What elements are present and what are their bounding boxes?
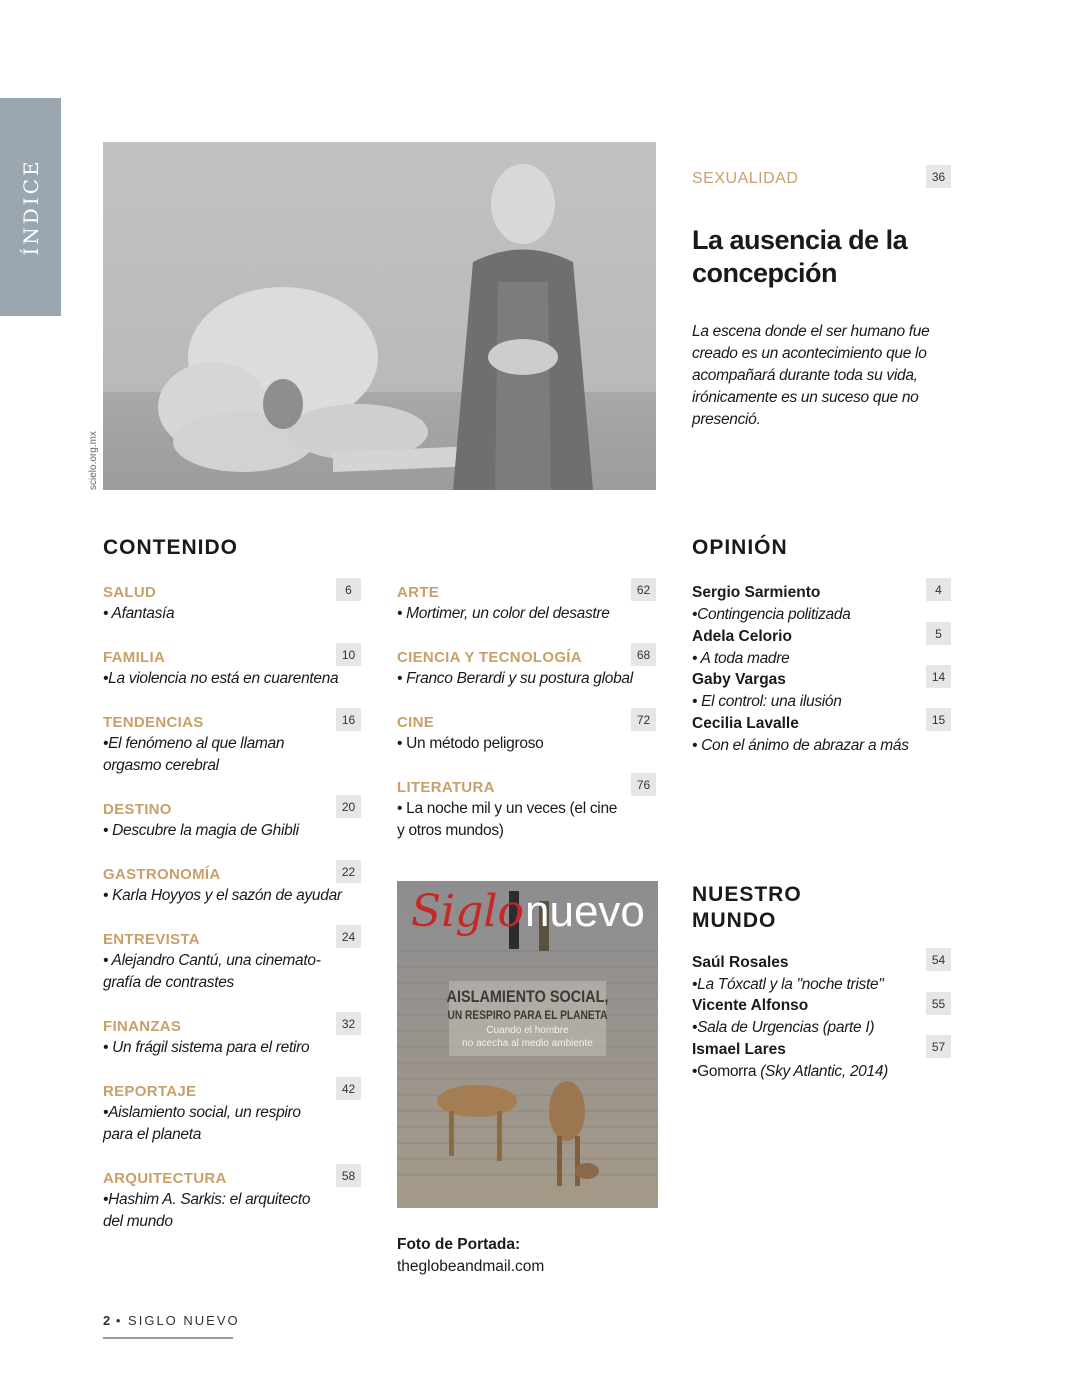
- toc-title: •La violencia no está en cuarentena: [103, 670, 339, 687]
- index-side-tab: [0, 98, 61, 316]
- toc-entry-entrevista[interactable]: [103, 931, 328, 994]
- toc-category: REPORTAJE: [103, 1083, 197, 1100]
- toc-category: CIENCIA Y TECNOLOGÍA: [397, 649, 582, 666]
- page-badge: 16: [336, 708, 361, 731]
- toc-entry-tendencias[interactable]: [103, 714, 303, 777]
- nuestro-mundo-title-italic: (Sky Atlantic, 2014): [760, 1063, 889, 1080]
- nuestro-mundo-heading: [692, 882, 802, 934]
- footer-page-number: 2: [103, 1313, 111, 1328]
- cover-logo-nuevo: nuevo: [525, 887, 645, 936]
- toc-category: FINANZAS: [103, 1018, 182, 1035]
- toc-title: • La noche mil y un veces (el cine y otros mundos): [397, 800, 618, 839]
- cover-caption-title: Foto de Portada:: [397, 1236, 521, 1253]
- page-badge: 15: [926, 708, 951, 731]
- nuestro-mundo-heading-line2: MUNDO: [692, 909, 777, 932]
- toc-category: ENTREVISTA: [103, 931, 200, 948]
- footer-rule: [103, 1337, 233, 1339]
- nuestro-mundo-title: [692, 1061, 912, 1083]
- toc-category: DESTINO: [103, 801, 172, 818]
- toc-title: • Descubre la magia de Ghibli: [103, 822, 299, 839]
- opinion-author: Sergio Sarmiento: [692, 584, 821, 601]
- cover-deck-line1: Cuando el hombre: [486, 1025, 569, 1036]
- footer-publication: SIGLO NUEVO: [128, 1313, 240, 1328]
- page-badge: 20: [336, 795, 361, 818]
- opinion-author: Adela Celorio: [692, 628, 792, 645]
- nuestro-mundo-entry[interactable]: [692, 995, 932, 1039]
- side-tab-label: ÍNDICE: [18, 158, 43, 256]
- toc-entry-reportaje[interactable]: [103, 1083, 333, 1146]
- feature-category: SEXUALIDAD: [692, 170, 799, 187]
- toc-category: LITERATURA: [397, 779, 495, 796]
- page-badge: 14: [926, 665, 951, 688]
- toc-category: GASTRONOMÍA: [103, 866, 221, 883]
- page-badge: 24: [336, 925, 361, 948]
- feature-image: [103, 142, 656, 490]
- toc-category: CINE: [397, 714, 435, 731]
- toc-title: • Franco Berardi y su postura global: [397, 670, 633, 687]
- page-footer: [103, 1313, 240, 1328]
- feature-title[interactable]: La ausencia de la concepción: [692, 225, 908, 288]
- toc-category: TENDENCIAS: [103, 714, 204, 731]
- nuestro-mundo-title: •La Tóxcatl y la "noche triste": [692, 976, 884, 993]
- page-badge: 54: [926, 948, 951, 971]
- toc-entry-cine[interactable]: [397, 714, 637, 755]
- cover-image[interactable]: [397, 881, 658, 1208]
- nuestro-mundo-author: Ismael Lares: [692, 1041, 786, 1058]
- page-badge: 62: [631, 578, 656, 601]
- opinion-entry[interactable]: [692, 713, 932, 757]
- photo-credit: scielo.org.mx: [88, 431, 99, 490]
- opinion-entry[interactable]: [692, 626, 932, 670]
- page-badge: 58: [336, 1164, 361, 1187]
- feature-page-badge: 36: [926, 165, 951, 188]
- feature-artwork: [103, 142, 656, 490]
- page-badge: 76: [631, 773, 656, 796]
- toc-entry-gastronomia[interactable]: [103, 866, 343, 907]
- toc-entry-destino[interactable]: [103, 801, 343, 842]
- page-badge: 42: [336, 1077, 361, 1100]
- page-badge: 5: [926, 622, 951, 645]
- footer-separator: •: [115, 1313, 123, 1328]
- toc-title: • Mortimer, un color del desastre: [397, 605, 610, 622]
- nuestro-mundo-entry[interactable]: [692, 1039, 912, 1083]
- contenido-heading: CONTENIDO: [103, 536, 238, 559]
- toc-entry-arquitectura[interactable]: [103, 1170, 333, 1233]
- opinion-entry[interactable]: [692, 582, 932, 626]
- toc-entry-arte[interactable]: [397, 584, 637, 625]
- toc-entry-salud[interactable]: [103, 584, 343, 625]
- toc-title: • Karla Hoyyos y el sazón de ayudar: [103, 887, 342, 904]
- nuestro-mundo-title: •Sala de Urgencias (parte I): [692, 1019, 875, 1036]
- page-badge: 32: [336, 1012, 361, 1035]
- toc-title: • Un frágil sistema para el retiro: [103, 1039, 310, 1056]
- page-badge: 68: [631, 643, 656, 666]
- toc-category: ARQUITECTURA: [103, 1170, 227, 1187]
- page-badge: 10: [336, 643, 361, 666]
- toc-category: SALUD: [103, 584, 157, 601]
- cover-deck-line2: no acecha al medio ambiente: [462, 1038, 593, 1049]
- opinion-entry[interactable]: [692, 669, 932, 713]
- nuestro-mundo-title-plain: •Gomorra: [692, 1063, 761, 1080]
- nuestro-mundo-author: Saúl Rosales: [692, 954, 789, 971]
- opinion-title: • El control: una ilusión: [692, 693, 842, 710]
- toc-title: • Alejandro Cantú, una cinemato-grafía de contrastes: [103, 952, 321, 991]
- page-badge: 6: [336, 578, 361, 601]
- nuestro-mundo-author: Vicente Alfonso: [692, 997, 809, 1014]
- toc-category: FAMILIA: [103, 649, 166, 666]
- toc-title: •Hashim A. Sarkis: el arquitecto del mundo: [103, 1191, 311, 1230]
- feature-description: La escena donde el ser humano fue creado es un acontecimiento que lo acompañará durante toda su vida, irónicamente es un suceso que no presenció.: [692, 323, 930, 428]
- cover-caption-source: theglobeandmail.com: [397, 1258, 545, 1275]
- opinion-author: Cecilia Lavalle: [692, 715, 799, 732]
- toc-entry-finanzas[interactable]: [103, 1018, 343, 1059]
- page-badge: 57: [926, 1035, 951, 1058]
- cover-headline: AISLAMIENTO SOCIAL,: [446, 987, 609, 1006]
- opinion-author: Gaby Vargas: [692, 671, 786, 688]
- toc-title: •Aislamiento social, un respiro para el planeta: [103, 1104, 301, 1143]
- opinion-title: •Contingencia politizada: [692, 606, 851, 623]
- opinion-title: • A toda madre: [692, 650, 790, 667]
- page-badge: 72: [631, 708, 656, 731]
- toc-title: • Un método peligroso: [397, 735, 544, 752]
- toc-title: •El fenómeno al que llaman orgasmo cerebral: [103, 735, 285, 774]
- page-badge: 4: [926, 578, 951, 601]
- toc-category: ARTE: [397, 584, 440, 601]
- page-badge: 55: [926, 992, 951, 1015]
- nuestro-mundo-heading-line1: NUESTRO: [692, 883, 802, 906]
- nuestro-mundo-entry[interactable]: [692, 952, 932, 996]
- cover-logo-siglo: Siglo: [411, 886, 524, 937]
- toc-entry-familia[interactable]: [103, 649, 343, 690]
- opinion-heading: OPINIÓN: [692, 536, 788, 559]
- opinion-title: • Con el ánimo de abrazar a más: [692, 737, 909, 754]
- toc-entry-ciencia[interactable]: [397, 649, 637, 690]
- toc-title: • Afantasía: [103, 605, 175, 622]
- page-badge: 22: [336, 860, 361, 883]
- cover-subhead: UN RESPIRO PARA EL PLANETA: [447, 1008, 608, 1022]
- toc-entry-literatura[interactable]: [397, 779, 622, 842]
